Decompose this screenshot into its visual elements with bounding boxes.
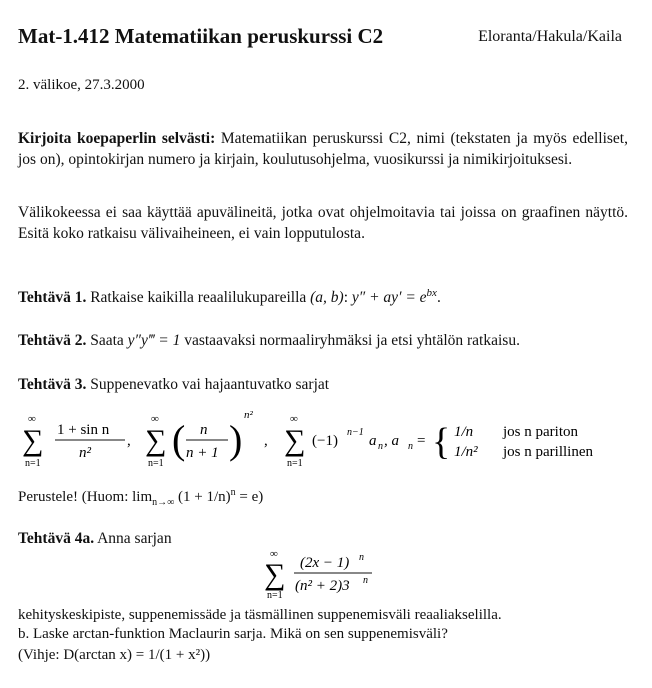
case-2-value: 1/n² (454, 444, 478, 460)
comma: , (127, 433, 131, 449)
series-2-numerator: n (200, 422, 208, 438)
left-paren: ( (172, 417, 186, 462)
task-3-series (22, 410, 632, 476)
task-4-text: Anna sarjan (97, 530, 172, 547)
equals-sign: = (417, 433, 426, 449)
sum-bottom: n=1 (287, 458, 303, 469)
authors: Eloranta/Hakula/Kaila (478, 28, 622, 45)
series-3-term: (−1) (312, 433, 338, 449)
series-2-power: n² (244, 410, 253, 421)
case-2-text: jos n parillinen (503, 444, 593, 460)
sum-sign: ∑ (284, 424, 306, 457)
task-2-text-b: vastaavaksi normaaliryhmäksi ja etsi yhtälön ratkaisu. (184, 332, 520, 349)
case-1-text: jos n pariton (503, 424, 578, 440)
sum-sign: ∑ (264, 558, 286, 591)
sum-bottom: n=1 (267, 590, 283, 601)
series-4-num-power: n (359, 552, 364, 563)
series-1-numerator: 1 + sin n (57, 422, 110, 438)
series-2-denominator: n + 1 (186, 445, 219, 461)
footer-expr: (1 + 1/n) (174, 489, 231, 505)
footer-text: Perustele! (Huom: lim (18, 489, 153, 505)
task-3-text: Suppenevatko vai hajaantuvatko sarjat (90, 376, 330, 393)
series-4-den-power: n (363, 575, 368, 586)
right-paren: ) (229, 417, 243, 462)
task-2-text-a: Saata (90, 332, 124, 349)
left-brace: { (432, 421, 451, 463)
case-1-value: 1/n (454, 424, 474, 440)
sum-top: ∞ (28, 413, 36, 425)
sum-top: ∞ (290, 413, 298, 425)
series-4-numerator: (2x − 1) (300, 555, 350, 571)
exam-line: 2. välikoe, 27.3.2000 (18, 77, 145, 93)
task-1: Tehtävä 1. Ratkaise kaikilla reaalilukupareilla (a, b): $y'' + ay' = e^{bx}$. (18, 287, 441, 307)
sum-sign: ∑ (22, 424, 44, 457)
task-4-hint: (Vihje: D(arctan x) = 1/(1 + x²)) (18, 647, 211, 663)
footer-end: = e) (235, 489, 264, 505)
task-4-series (262, 548, 402, 602)
series-1-denominator: n² (79, 445, 91, 461)
sum-bottom: n=1 (148, 458, 164, 469)
tools-paragraph: Välikokeessa ei saa käyttää apuvälineitä, jotka ovat ohjelmoitavia tai joissa on graafinen näyttö. Esitä koko ratkaisu välivaiheineen, ei vain lopputulosta. (18, 204, 628, 242)
instructions-lead: Kirjoita koepaperlin selvästi: (18, 130, 216, 147)
task-4a-after: kehityskeskipiste, suppenemissäde ja täsmällinen suppenemisväli reaaliakselilla. (18, 607, 502, 623)
series-3-a: a (369, 433, 377, 449)
task-2 (18, 332, 520, 350)
task-4b: b. Laske arctan-funktion Maclaurin sarja. Mikä on sen suppenemisväli? (18, 626, 448, 642)
task-1-pair: (a, b) (310, 289, 344, 307)
task-3-label: Tehtävä 3. (18, 376, 87, 393)
instructions-paragraph (18, 128, 628, 170)
task-1-label: Tehtävä 1. (18, 289, 87, 307)
task-4-label: Tehtävä 4a. (18, 530, 95, 547)
series-3-def: , a (384, 433, 399, 449)
task-1-equation: y″ + ay′ = e (351, 289, 427, 307)
instructions-text: Matematiikan peruskurssi C2, nimi (tekstaten ja myös edelliset, jos on), opintokirjan numero ja kirjain, koulutusohjelma, vuosikurssi ja nimikirjoituksesi. (18, 130, 628, 168)
sum-top: ∞ (151, 413, 159, 425)
comma: , (264, 433, 268, 449)
task-4 (18, 530, 172, 548)
series-4-denominator: (n² + 2)3 (295, 578, 350, 594)
sum-sign: ∑ (145, 424, 167, 457)
task-2-label: Tehtävä 2. (18, 332, 87, 349)
series-3-sub: n (378, 441, 383, 452)
sum-bottom: n=1 (25, 458, 41, 469)
footer-sup: n (230, 487, 236, 498)
task-1-end: . (436, 289, 441, 307)
sum-top: ∞ (270, 548, 278, 560)
task-1-exponent: bx (426, 287, 437, 299)
task-2-equation: y″y‴ = 1 (127, 332, 181, 349)
series-3-def-sub: n (408, 441, 413, 452)
series-3-power: n−1 (347, 427, 364, 438)
footer-sub: n→∞ (152, 497, 175, 508)
task-3-footer (18, 487, 263, 508)
course-title: Mat-1.412 Matematiikan peruskurssi C2 (18, 24, 384, 48)
task-3 (18, 376, 329, 394)
task-1-text: Ratkaise kaikilla reaalilukupareilla (90, 289, 307, 307)
